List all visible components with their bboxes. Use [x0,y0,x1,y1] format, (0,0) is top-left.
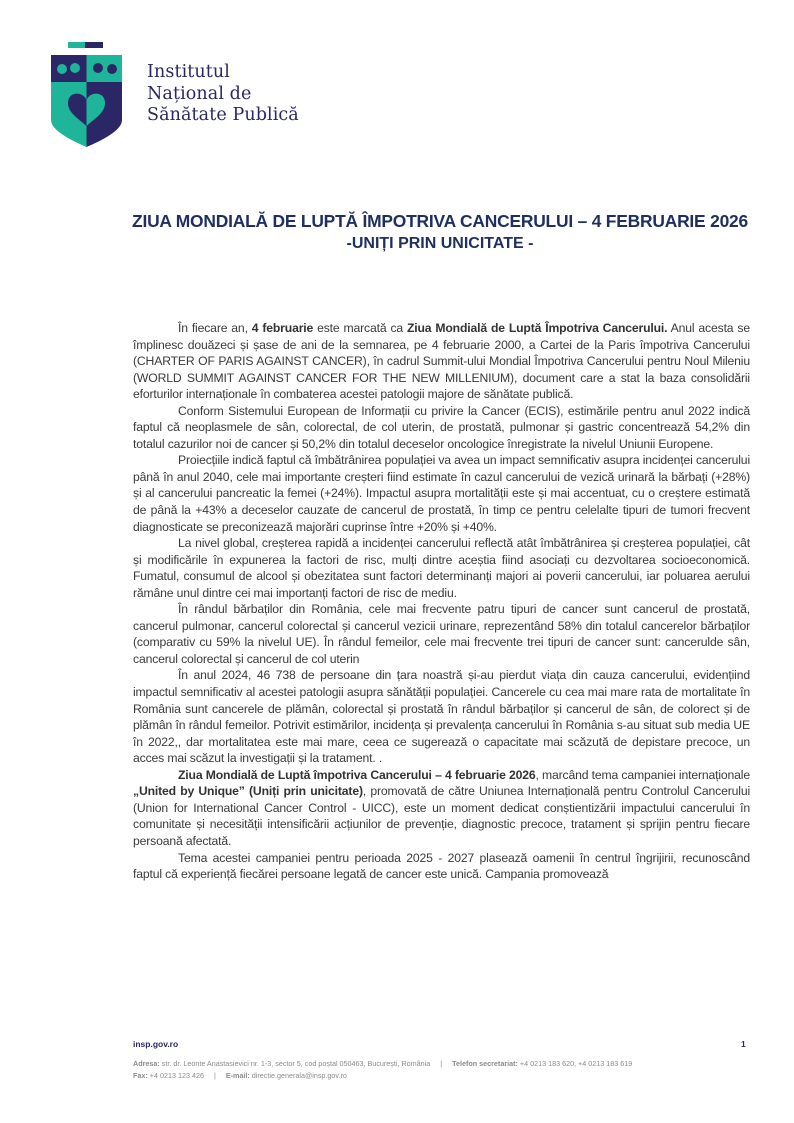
text-segment: În anul 2024, 46 738 de persoane din țara noastră și-au pierdut viața din cauza cancerului, evidențiind impactul semnificativ al acestei patologii asupra sănătății populației. Cancerele cu cea mai mare rata de mortalitate în România sunt cancerele de plămân, colorectal și prostată în rândul bărbaților și cancerul de sân, de colorect și de plămân în rândul femeilor. Potrivit estimărilor, incidența și prevalența cancerului în România s-au situat sub media UE în 2022,, dar mortalitatea este mai mare, ceea ce sugerează o capacitate mai scăzută de depistare precoce, un acces mai scăzut la investigații și la tratament. . [133,668,750,766]
footer-contact [133,1058,632,1081]
bold-text: „United by Unique” (Uniți prin unicitate) [133,784,363,799]
logo-bar-teal [68,42,85,48]
phone-label: Telefon secretariat: [452,1059,518,1068]
fax-value: +4 0213 123 426 [149,1070,204,1080]
text-segment: Conform Sistemului European de Informații cu privire la Cancer (ECIS), estimările pentru anul 2022 indică faptul că neoplasmele de sân, colorectal, de col uterin, de prostată, pulmonar și gastric concentrează 54,2% din totalul cazurilor noi de cancer și 50,2% din totalul deceselor oncologice înregistrate la nivelul Uniunii Europene. [133,403,750,451]
bold-text: 4 februarie [251,321,314,335]
footer-website[interactable]: insp.gov.ro [133,1039,179,1049]
bold-text: Ziua Mondială de Luptă împotriva Cancerului – 4 februarie 2026 [178,767,536,782]
text-segment: , promovată de către Uniunea Internațională pentru Controlul Cancerului (Union for International Cancer Control - UICC), este un moment dedicat conștientizării impactului cancerului în comunitate și necesității intensificării acțiunilor de prevenție, diagnostic precoce, tratament și sprijin pentru fiecare persoană afectată. [133,784,751,848]
email-value[interactable]: directie.generala@insp.gov.ro [251,1070,347,1080]
logo-bar-navy [85,42,103,48]
document-heading [100,210,780,255]
text-segment: În rândul bărbaților din România, cele mai frecvente patru tipuri de cancer sunt cancerul de prostată, cancerul pulmonar, cancerul colorectal și cancerul vezicii urinare, reprezentând 58% din totalul cancerelor bărbaților (comparativ cu 59% la nivelul UE). În rândul femeilor, cele mai frecvente trei tipuri de cancer sunt: cancerulde sân, cancerul colorectal și cancerul de col uterin [133,602,750,666]
footer-separator: | [440,1059,443,1068]
institution-name [147,62,299,127]
document-body [133,320,750,883]
email-label: E-mail: [225,1070,250,1080]
paragraph [133,767,750,850]
institution-line-3: Sănătate Publică [147,105,299,125]
page-number: 1 [741,1039,746,1049]
footer-line-2 [133,1070,632,1082]
phone-value: +4 0213 183 620, +4 0213 183 619 [519,1059,633,1068]
paragraph [133,850,750,883]
paragraph [133,320,750,403]
bold-text: Ziua Mondială de Luptă Împotriva Cancerului. [406,321,668,335]
text-segment: La nivel global, creșterea rapidă a incidenței cancerului reflectă atât îmbătrânirea și creșterea populației, cât și modificările în expunerea la factori de risc, mulți dintre aceștia fiind asociați cu dezvoltarea socioeconomică. Fumatul, consumul de alcool și obezitatea sunt factori determinanți majori ai poverii cancerului, iar poluarea aerului rămâne unul dintre cei mai importanți factori de risc de mediu. [133,536,750,600]
document-title: ZIUA MONDIALĂ DE LUPTĂ ÎMPOTRIVA CANCERULUI – 4 FEBRUARIE 2026 [132,211,748,231]
fax-label: Fax: [133,1070,148,1080]
footer-separator: | [213,1070,216,1080]
insp-logo-icon [48,40,128,150]
text-segment: În fiecare an, [178,321,252,335]
document-subtitle: -UNIȚI PRIN UNICITATE - [346,235,534,252]
text-segment: este marcată ca [313,321,407,335]
address-value: str. dr. Leonte Anastasievici nr. 1-3, sector 5, cod poștal 050463, București, România [161,1059,431,1068]
paragraph [133,452,750,535]
paragraph [133,403,750,453]
paragraph [133,667,750,766]
text-segment: , marcând tema campaniei internaționale [535,767,750,782]
address-label: Adresa: [133,1059,160,1068]
text-segment: Anul acesta se împlinesc douăzeci și șase de ani de la semnarea, pe 4 februarie 2000, a Cartei de la Paris împotriva Cancerului (CHARTER OF PARIS AGAINST CANCER), în cadrul Summit-ului Mondial Împotriva Cancerului pentru Noul Mileniu (WORLD SUMMIT AGAINST CANCER FOR THE NEW MILLENIUM), document care a stat la baza consolidării eforturilor internaționale în combaterea acestei patologii majore de sănătate publică. [133,321,750,402]
text-segment: Tema acestei campaniei pentru perioada 2025 - 2027 plasează oamenii în centrul îngrijirii, recunoscând faptul că experiență fiecărei persoane legată de cancer este unică. Campania promovează [133,850,750,882]
text-segment: Proiecțiile indică faptul că îmbătrânirea populației va avea un impact semnificativ asupra incidenței cancerului până în anul 2040, cele mai importante creșteri fiind estimate în cazul cancerului de vezică urinară la bărbați (+28%) și al cancerului pancreatic la femei (+24%). Impactul asupra mortalității este și mai accentuat, cu o creștere estimată de până la +43% a deceselor cauzate de cancerul de prostată, în timp ce pentru celelalte tipuri de tumori frecvent diagnosticate se preconizează majorări cuprinse între +20% și +40%. [133,453,750,534]
paragraph [133,601,750,667]
institution-line-1: Institutul [147,62,230,82]
institution-line-2: Național de [147,83,252,104]
paragraph [133,535,750,601]
footer-line-1 [133,1058,632,1070]
